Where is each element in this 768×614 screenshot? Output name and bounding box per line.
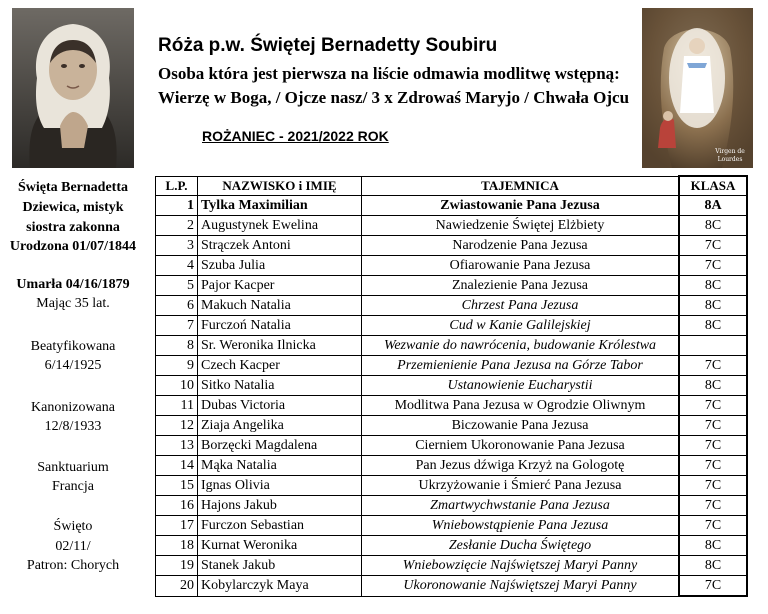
row-lp: 10 (156, 376, 198, 396)
table-row (156, 316, 748, 336)
row-klasa: 8C (679, 216, 747, 236)
row-name: Borzęcki Magdalena (198, 436, 362, 456)
table-row (156, 356, 748, 376)
row-name: Tylka Maximilian (198, 196, 362, 216)
row-lp: 14 (156, 456, 198, 476)
row-mystery: Ustanowienie Eucharystii (362, 376, 680, 396)
table-row (156, 336, 748, 356)
row-name: Pajor Kacper (198, 276, 362, 296)
row-mystery: Chrzest Pana Jezusa (362, 296, 680, 316)
row-name: Hajons Jakub (198, 496, 362, 516)
row-name: Ignas Olivia (198, 476, 362, 496)
row-lp: 19 (156, 556, 198, 576)
canonization-label: Kanonizowana (31, 400, 115, 415)
row-lp: 16 (156, 496, 198, 516)
row-klasa: 7C (679, 396, 747, 416)
row-name: Mąka Natalia (198, 456, 362, 476)
row-lp: 11 (156, 396, 198, 416)
feast-date: 02/11/ (55, 539, 91, 554)
table-row (156, 496, 748, 516)
saint-name: Święta Bernadetta (17, 180, 129, 195)
table-row (156, 576, 748, 597)
row-lp: 15 (156, 476, 198, 496)
row-name: Furczoń Natalia (198, 316, 362, 336)
sanctuary-value: Francja (52, 479, 94, 494)
canonization-date: 12/8/1933 (44, 419, 102, 434)
row-name: Augustynek Ewelina (198, 216, 362, 236)
row-lp: 8 (156, 336, 198, 356)
row-name: Sr. Weronika Ilnicka (198, 336, 362, 356)
row-lp: 5 (156, 276, 198, 296)
rosary-year-heading: ROŻANIEC - 2021/2022 ROK (202, 128, 389, 144)
row-name: Ziaja Angelika (198, 416, 362, 436)
row-mystery: Ukoronowanie Najświętszej Maryi Panny (362, 576, 680, 597)
row-mystery: Pan Jezus dźwiga Krzyż na Gologotę (362, 456, 680, 476)
row-mystery: Nawiedzenie Świętej Elżbiety (362, 216, 680, 236)
header-lp: L.P. (156, 176, 198, 196)
row-mystery: Cierniem Ukoronowanie Pana Jezusa (362, 436, 680, 456)
row-lp: 7 (156, 316, 198, 336)
row-name: Czech Kacper (198, 356, 362, 376)
row-name: Kurnat Weronika (198, 536, 362, 556)
saint-description-2: siostra zakonna (26, 220, 120, 235)
saint-description-1: Dziewica, mistyk (22, 200, 124, 215)
death-date: Umarła 04/16/1879 (16, 277, 130, 292)
birth-date: Urodzona 01/07/1844 (9, 239, 137, 254)
row-mystery: Ukrzyżowanie i Śmierć Pana Jezusa (362, 476, 680, 496)
row-lp: 2 (156, 216, 198, 236)
row-klasa (679, 336, 747, 356)
instruction-line-2: Wierzę w Boga, / Ojcze nasz/ 3 x Zdrowaś Maryjo / Chwała Ojcu (158, 88, 630, 107)
table-row (156, 556, 748, 576)
row-name: Strączek Antoni (198, 236, 362, 256)
header-klasa: KLASA (679, 176, 747, 196)
table-row (156, 536, 748, 556)
row-klasa: 8C (679, 276, 747, 296)
table-row (156, 216, 748, 236)
row-klasa: 7C (679, 456, 747, 476)
row-name: Kobylarczyk Maya (198, 576, 362, 597)
table-row (156, 436, 748, 456)
row-lp: 12 (156, 416, 198, 436)
table-row (156, 256, 748, 276)
row-mystery: Zmartwychwstanie Pana Jezusa (362, 496, 680, 516)
row-lp: 3 (156, 236, 198, 256)
table-row (156, 456, 748, 476)
row-klasa: 8A (679, 196, 747, 216)
rosary-roster-table (155, 175, 748, 597)
row-klasa: 7C (679, 416, 747, 436)
feast-label: Święto (53, 519, 93, 534)
row-mystery: Wniebowzięcie Najświętszej Maryi Panny (362, 556, 680, 576)
row-klasa: 7C (679, 576, 747, 597)
row-name: Szuba Julia (198, 256, 362, 276)
header-name: NAZWISKO i IMIĘ (198, 176, 362, 196)
row-lp: 20 (156, 576, 198, 597)
row-klasa: 7C (679, 516, 747, 536)
row-name: Sitko Natalia (198, 376, 362, 396)
row-klasa: 8C (679, 536, 747, 556)
row-klasa: 7C (679, 236, 747, 256)
table-row (156, 396, 748, 416)
table-row (156, 296, 748, 316)
row-lp: 9 (156, 356, 198, 376)
row-mystery: Zwiastowanie Pana Jezusa (362, 196, 680, 216)
row-klasa: 7C (679, 356, 747, 376)
row-klasa: 8C (679, 556, 747, 576)
table-row (156, 376, 748, 396)
row-lp: 17 (156, 516, 198, 536)
row-lp: 4 (156, 256, 198, 276)
saint-bernadette-portrait (12, 8, 134, 168)
row-mystery: Przemienienie Pana Jezusa na Górze Tabor (362, 356, 680, 376)
row-klasa: 8C (679, 376, 747, 396)
table-row (156, 276, 748, 296)
row-lp: 6 (156, 296, 198, 316)
page-title: Róża p.w. Świętej Bernadetty Soubiru (158, 35, 498, 56)
age-at-death: Mając 35 lat. (36, 296, 110, 311)
sanctuary-label: Sanktuarium (37, 460, 109, 475)
row-mystery: Cud w Kanie Galilejskiej (362, 316, 680, 336)
beatification-label: Beatyfikowana (30, 339, 116, 354)
table-row (156, 196, 748, 216)
row-lp: 1 (156, 196, 198, 216)
row-klasa: 7C (679, 496, 747, 516)
header-mystery: TAJEMNICA (362, 176, 680, 196)
row-mystery: Modlitwa Pana Jezusa w Ogrodzie Oliwnym (362, 396, 680, 416)
row-klasa: 8C (679, 316, 747, 336)
row-mystery: Biczowanie Pana Jezusa (362, 416, 680, 436)
image-caption-line2: Lourdes (717, 156, 743, 163)
table-row (156, 236, 748, 256)
row-name: Furczon Sebastian (198, 516, 362, 536)
beatification-date: 6/14/1925 (44, 358, 102, 373)
row-lp: 13 (156, 436, 198, 456)
row-mystery: Znalezienie Pana Jezusa (362, 276, 680, 296)
virgen-de-lourdes-image (642, 8, 753, 168)
image-caption-line1: Virgen de (715, 148, 745, 155)
row-mystery: Zesłanie Ducha Świętego (362, 536, 680, 556)
row-name: Makuch Natalia (198, 296, 362, 316)
instruction-line-1: Osoba która jest pierwsza na liście odmawia modlitwę wstępną: (158, 64, 620, 83)
table-row (156, 476, 748, 496)
row-klasa: 7C (679, 436, 747, 456)
row-lp: 18 (156, 536, 198, 556)
table-header-row (156, 176, 748, 196)
row-klasa: 7C (679, 256, 747, 276)
row-name: Stanek Jakub (198, 556, 362, 576)
row-klasa: 8C (679, 296, 747, 316)
table-row (156, 516, 748, 536)
row-mystery: Ofiarowanie Pana Jezusa (362, 256, 680, 276)
row-mystery: Wniebowstąpienie Pana Jezusa (362, 516, 680, 536)
table-row (156, 416, 748, 436)
row-name: Dubas Victoria (198, 396, 362, 416)
row-mystery: Wezwanie do nawrócenia, budowanie Królestwa (362, 336, 680, 356)
row-mystery: Narodzenie Pana Jezusa (362, 236, 680, 256)
patronage: Patron: Chorych (26, 558, 120, 573)
row-klasa: 7C (679, 476, 747, 496)
